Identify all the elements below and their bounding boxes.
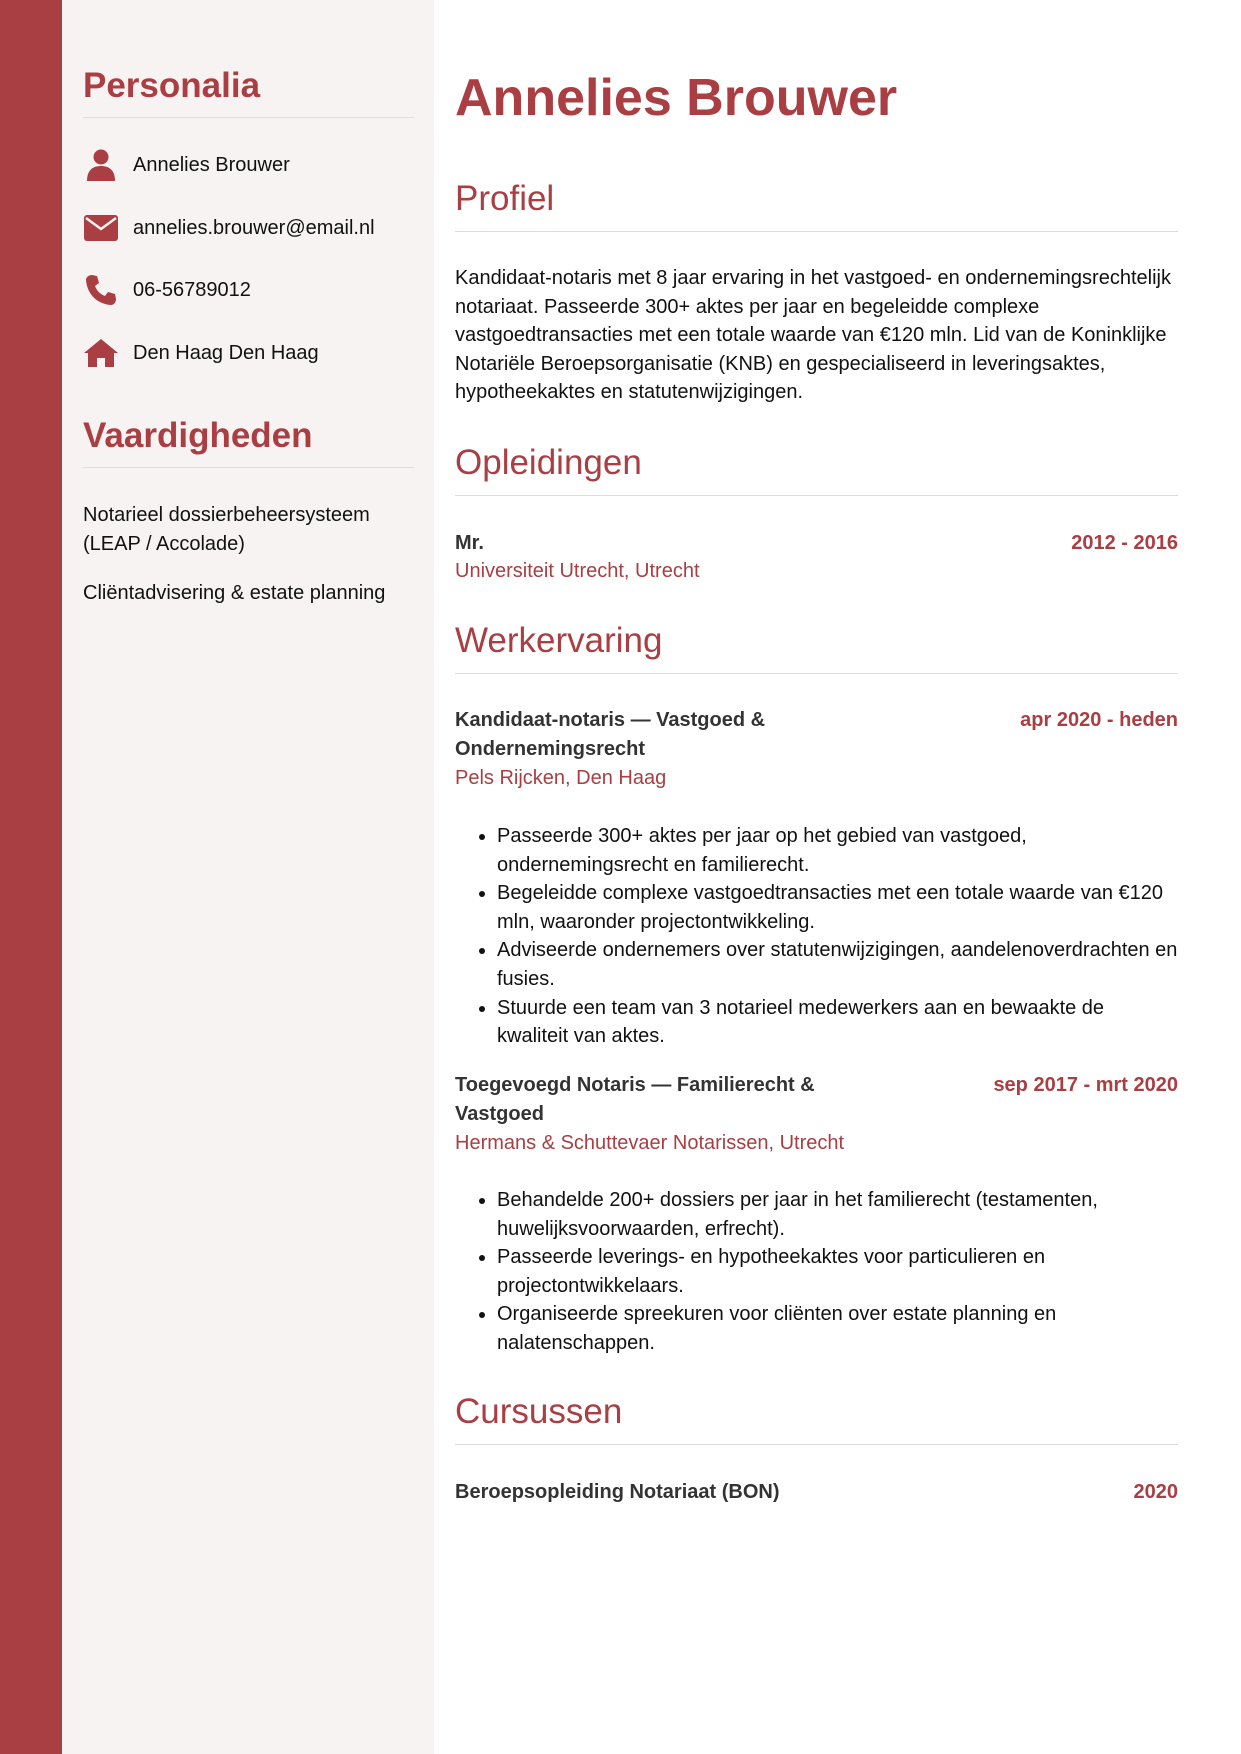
main-column — [455, 0, 1178, 1754]
contact-address: Den Haag Den Haag — [83, 333, 414, 373]
list-item: • Passeerde 300+ aktes per jaar op het gebied van vastgoed, ondernemingsrecht en familierecht. — [497, 822, 1178, 879]
education-entry-head — [455, 529, 1178, 558]
job-title: Toegevoegd Notaris — Familierecht & Vastgoed — [455, 1074, 815, 1125]
course-name: Beroepsopleiding Notariaat (BON) — [455, 1481, 780, 1503]
skill-item: Cliëntadvisering & estate planning — [83, 582, 386, 604]
education-dates: 2012 - 2016 — [1071, 532, 1178, 554]
education-school: Universiteit Utrecht, Utrecht — [455, 560, 700, 582]
list-item: • Organiseerde spreekuren voor cliënten over estate planning en nalatenschappen. — [497, 1300, 1178, 1357]
contact-list — [83, 145, 414, 375]
person-icon — [83, 147, 119, 183]
envelope-icon — [83, 210, 119, 246]
course-year: 2020 — [1133, 1481, 1178, 1503]
job-company: Pels Rijcken, Den Haag — [455, 767, 667, 789]
skills-section — [83, 418, 414, 468]
skills-title: Vaardigheden — [83, 418, 414, 468]
job-company: Hermans & Schuttevaer Notarissen, Utrecht — [455, 1132, 845, 1154]
education-degree: Mr. — [455, 532, 484, 554]
course-entry — [455, 1478, 1178, 1507]
courses-title: Cursussen — [455, 1394, 1178, 1445]
personal-section — [83, 68, 414, 118]
list-item: • Behandelde 200+ dossiers per jaar in het familierecht (testamenten, huwelijksvoorwaarden, erfrecht). — [497, 1186, 1178, 1243]
work-title: Werkervaring — [455, 623, 1178, 674]
job-bullets — [455, 822, 1178, 1051]
profile-title: Profiel — [455, 181, 1178, 232]
phone-icon — [83, 272, 119, 308]
profile-text: Kandidaat-notaris met 8 jaar ervaring in het vastgoed- en ondernemingsrechtelijk notariaat. Passeerde 300+ aktes per jaar en begeleidde complexe vastgoedtransacties met een totale waarde van €120 mln. Lid van de Koninklijke Notariële Beroepsorganisatie (KNB) en gespecialiseerd in leveringsaktes, hypotheekaktes en statutenwijzigingen. — [455, 267, 1171, 404]
job-title: Kandidaat-notaris — Vastgoed & Ondernemingsrecht — [455, 709, 766, 760]
home-icon — [83, 335, 119, 371]
skill-item: Notarieel dossierbeheersysteem (LEAP / Accolade) — [83, 504, 370, 555]
skills-list — [83, 501, 414, 608]
contact-name: Annelies Brouwer — [83, 145, 414, 185]
job-dates: apr 2020 - heden — [1020, 709, 1178, 731]
personal-title: Personalia — [83, 68, 414, 118]
job-head — [455, 706, 1178, 764]
accent-bar — [0, 0, 62, 1754]
list-item: • Stuurde een team van 3 notarieel medewerkers aan en bewaakte de kwaliteit van aktes. — [497, 994, 1178, 1051]
contact-phone: 06-56789012 — [83, 270, 414, 310]
candidate-name: Annelies Brouwer — [455, 69, 898, 127]
job-bullets — [455, 1186, 1178, 1358]
list-item: • Passeerde leverings- en hypotheekaktes voor particulieren en projectontwikkelaars. — [497, 1243, 1178, 1300]
job-head — [455, 1071, 1178, 1129]
contact-email: annelies.brouwer@email.nl — [83, 208, 414, 248]
list-item: • Adviseerde ondernemers over statutenwijzigingen, aandelenoverdrachten en fusies. — [497, 936, 1178, 993]
job-dates: sep 2017 - mrt 2020 — [993, 1074, 1178, 1096]
education-title: Opleidingen — [455, 445, 1178, 496]
list-item: • Begeleidde complexe vastgoedtransacties met een totale waarde van €120 mln, waaronder projectontwikkeling. — [497, 879, 1178, 936]
